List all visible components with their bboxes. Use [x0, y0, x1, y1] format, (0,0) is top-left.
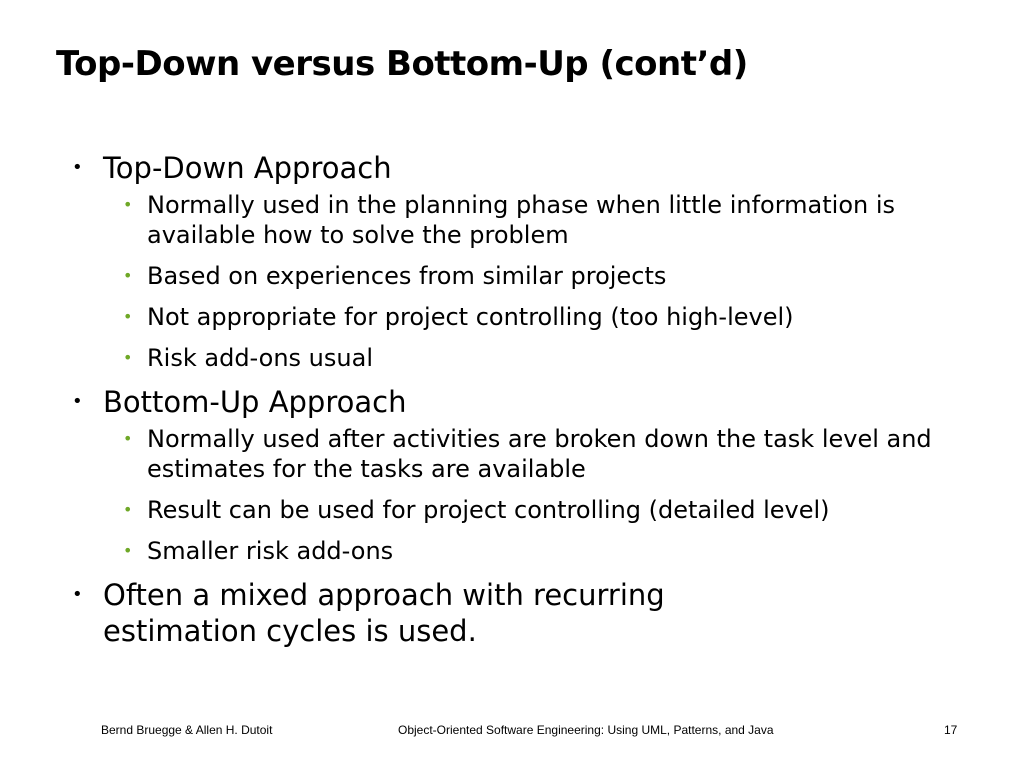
footer-page-number: 17	[944, 723, 958, 737]
bullet-list	[72, 150, 972, 653]
sub-bullet-icon: •	[123, 266, 133, 285]
bullet-mixed-approach	[72, 577, 803, 649]
sub-bullet-icon: •	[123, 500, 133, 519]
bullet-icon: •	[72, 157, 83, 178]
sub-bullet-icon: •	[123, 541, 133, 560]
bullet-icon: •	[72, 391, 83, 412]
sub-bullet-text: Risk add-ons usual	[147, 344, 373, 372]
slide-title: Top-Down versus Bottom-Up (cont’d)	[56, 44, 748, 84]
sub-bullet-icon: •	[123, 307, 133, 326]
sub-bullet-text: Based on experiences from similar projects	[147, 262, 667, 290]
sub-bullet-icon: •	[123, 195, 133, 214]
sub-bullet-icon: •	[123, 429, 133, 448]
bullet-text: Top-Down Approach	[103, 151, 392, 185]
sub-bullet	[103, 302, 972, 332]
top-down-subitems	[72, 190, 972, 373]
sub-bullet	[103, 190, 947, 250]
sub-bullet	[103, 343, 972, 373]
bullet-bottom-up	[72, 384, 972, 420]
bullet-text: Often a mixed approach with recurring estimation cycles is used.	[103, 578, 665, 648]
sub-bullet-text: Normally used after activities are broken down the task level and estimates for the tasks are available	[147, 425, 932, 483]
sub-bullet	[103, 495, 887, 525]
bullet-top-down	[72, 150, 972, 186]
sub-bullet-text: Smaller risk add-ons	[147, 537, 394, 565]
sub-bullet-text: Not appropriate for project controlling (too high-level)	[147, 303, 794, 331]
sub-bullet-icon: •	[123, 348, 133, 367]
sub-bullet	[103, 424, 947, 484]
sub-bullet-text: Result can be used for project controlling (detailed level)	[147, 496, 830, 524]
footer-book-title: Object-Oriented Software Engineering: Using UML, Patterns, and Java	[398, 723, 774, 737]
bullet-text: Bottom-Up Approach	[103, 385, 407, 419]
bottom-up-subitems	[72, 424, 972, 566]
sub-bullet	[103, 261, 972, 291]
footer-authors: Bernd Bruegge & Allen H. Dutoit	[101, 723, 273, 737]
sub-bullet-text: Normally used in the planning phase when little information is available how to solve the problem	[147, 191, 896, 249]
sub-bullet	[103, 536, 972, 566]
bullet-icon: •	[72, 584, 83, 605]
